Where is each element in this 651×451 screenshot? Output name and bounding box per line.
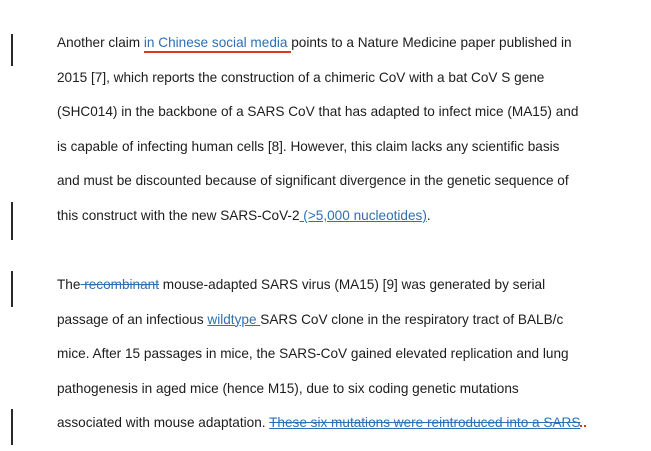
social-media-link[interactable]: in Chinese social media [144,35,291,53]
paragraph-1-line-5: and must be discounted because of significant divergence in the genetic sequence of [57,173,569,189]
deleted-text: These six mutations were reintroduced into a SARS [269,415,581,431]
paragraph-2 [57,268,649,441]
paragraph-1-line-2: 2015 [7], which reports the construction of a chimeric CoV with a bat CoV S gene [57,69,545,85]
text-run: this construct with the new SARS-CoV-2 [57,207,300,223]
paragraph-1-line-1 [57,26,649,61]
spelling-squiggle [580,421,586,427]
text-run: associated with mouse adaptation. [57,415,270,431]
paragraph-1 [57,26,649,234]
change-bar [11,409,13,445]
text-run: SARS CoV clone in the respiratory tract of BALB/c [260,311,564,327]
text-run: points to a Nature Medicine paper published in [291,35,572,50]
paragraph-2-line-3: mice. After 15 passages in mice, the SARS-CoV gained elevated replication and lung [57,346,569,362]
paragraph-1-line-4: is capable of infecting human cells [8]. However, this claim lacks any scientific basis [57,138,560,154]
nucleotides-link[interactable]: (>5,000 nucleotides) [299,207,427,223]
text-run: The [57,277,81,292]
paragraph-2-line-1 [57,268,649,303]
deleted-text: recombinant [80,277,160,292]
change-bar [11,34,13,66]
change-bar [11,271,13,307]
paragraph-2-line-5 [57,406,649,441]
text-run: mouse-adapted SARS virus (MA15) [9] was generated by serial [159,277,546,292]
wildtype-link[interactable]: wildtype [207,311,261,327]
text-run: . [426,207,431,223]
text-run: passage of an infectious [57,311,208,327]
paragraph-1-line-6 [57,199,649,234]
paragraph-1-line-3: (SHC014) in the backbone of a SARS CoV that has adapted to infect mice (MA15) and [57,104,579,120]
paragraph-2-line-4: pathogenesis in aged mice (hence M15), due to six coding genetic mutations [57,380,519,396]
paragraph-2-line-2 [57,303,649,338]
text-run: Another claim [57,35,144,50]
change-bar [11,202,13,240]
